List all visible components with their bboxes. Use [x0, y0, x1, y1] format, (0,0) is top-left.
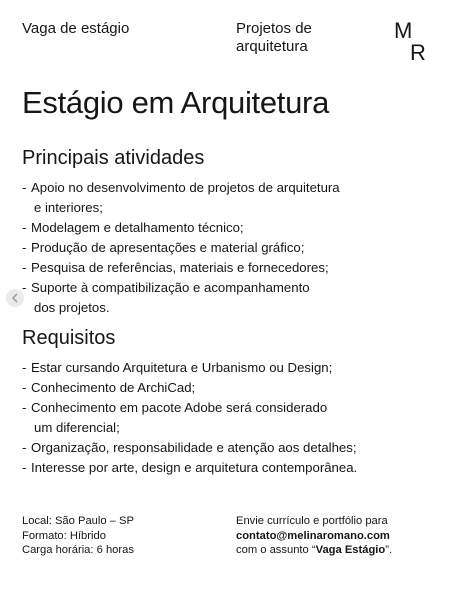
- contact-email[interactable]: contato@melinaromano.com: [236, 529, 390, 542]
- list-item-text-cont: dos projetos.: [34, 300, 110, 315]
- carousel-prev-button[interactable]: [6, 289, 24, 307]
- list-item-text-cont: e interiores;: [34, 200, 103, 215]
- cta-line: Envie currículo e portfólio para: [236, 515, 388, 527]
- list-item: - Suporte à compatibilização e acompanhamento dos projetos.: [22, 280, 310, 315]
- list-item-text: Apoio no desenvolvimento de projetos de arquitetura: [31, 180, 340, 195]
- list-item-text: Conhecimento de ArchiCad;: [31, 380, 196, 395]
- list-item: - Conhecimento em pacote Adobe será considerado um diferencial;: [22, 400, 328, 435]
- list-item: - Pesquisa de referências, materiais e fornecedores;: [22, 260, 329, 275]
- cta-subject-line: [236, 543, 436, 558]
- list-item-text-cont: um diferencial;: [34, 420, 120, 435]
- job-hours: Carga horária: 6 horas: [22, 544, 134, 556]
- list-item-text: Estar cursando Arquitetura e Urbanismo ou Design;: [31, 360, 333, 375]
- list-item-text: Modelagem e detalhamento técnico;: [31, 220, 244, 235]
- requirements-list: [22, 358, 432, 478]
- post-area-line-1: Projetos de: [236, 20, 312, 37]
- cta-subject-suffix: ”.: [385, 544, 393, 556]
- post-area-label: [236, 20, 356, 56]
- list-item: - Produção de apresentações e material gráfico;: [22, 240, 305, 255]
- list-item: - Apoio no desenvolvimento de projetos de arquitetura e interiores;: [22, 180, 340, 215]
- logo-letter-m: M: [394, 18, 413, 43]
- post-category-label: Vaga de estágio: [22, 20, 130, 37]
- list-item: - Estar cursando Arquitetura e Urbanismo ou Design;: [22, 360, 333, 375]
- list-item-text: Interesse por arte, design e arquitetura contemporânea.: [31, 460, 358, 475]
- list-item: - Conhecimento de ArchiCad;: [22, 380, 196, 395]
- activities-list: [22, 178, 432, 318]
- cta-subject-prefix: com o assunto “: [236, 544, 316, 556]
- brand-logo: [394, 20, 434, 66]
- list-item-text: Produção de apresentações e material gráfico;: [31, 240, 305, 255]
- list-item-text: Suporte à compatibilização e acompanhamento: [31, 280, 310, 295]
- requirements-heading: Requisitos: [22, 327, 116, 349]
- page-title: Estágio em Arquitetura: [22, 85, 330, 120]
- activities-heading: Principais atividades: [22, 147, 205, 169]
- email-subject: Vaga Estágio: [315, 544, 386, 556]
- post-area-line-2: arquitetura: [236, 38, 308, 55]
- list-item-text: Conhecimento em pacote Adobe será considerado: [31, 400, 328, 415]
- list-item-text: Organização, responsabilidade e atenção aos detalhes;: [31, 440, 357, 455]
- job-location: Local: São Paulo – SP: [22, 515, 134, 527]
- list-item: - Interesse por arte, design e arquitetura contemporânea.: [22, 460, 358, 475]
- job-format: Formato: Híbrido: [22, 529, 106, 542]
- list-item: - Modelagem e detalhamento técnico;: [22, 220, 244, 235]
- chevron-left-icon: [11, 293, 19, 303]
- logo-letter-r: R: [410, 40, 426, 65]
- list-item-text: Pesquisa de referências, materiais e fornecedores;: [31, 260, 329, 275]
- list-item: - Organização, responsabilidade e atenção aos detalhes;: [22, 440, 357, 455]
- application-instructions: [236, 514, 436, 558]
- job-details: [22, 514, 134, 558]
